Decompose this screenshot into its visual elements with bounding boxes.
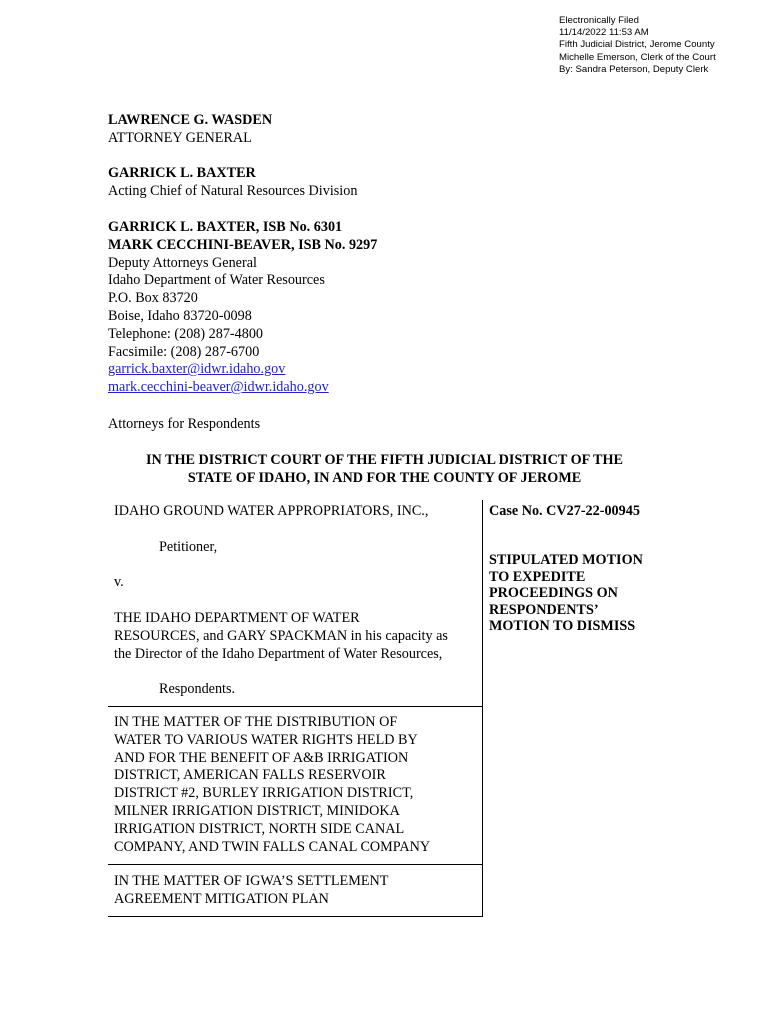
matter-distribution [114, 714, 430, 856]
counsel-name: MARK CECCHINI-BEAVER, ISB No. 9297 [108, 236, 378, 253]
respondent-line: the Director of the Idaho Department of Water Resources, [114, 645, 443, 662]
attorneys-for-text: Attorneys for Respondents [108, 416, 261, 432]
matter-mitigation-plan [114, 873, 388, 909]
counsel-name: GARRICK L. BAXTER, ISB No. 6301 [108, 219, 343, 235]
court-heading [108, 452, 661, 487]
counsel-block [108, 219, 377, 397]
counsel-agency: Idaho Department of Water Resources [108, 272, 325, 289]
stamp-line: By: Sandra Peterson, Deputy Clerk [559, 63, 709, 75]
case-caption-parties [108, 500, 483, 917]
matter-line: IN THE MATTER OF THE DISTRIBUTION OF [114, 714, 398, 730]
counsel-city: Boise, Idaho 83720-0098 [108, 307, 252, 324]
matter-line: MILNER IRRIGATION DISTRICT, MINIDOKA [114, 802, 400, 819]
stamp-line: Michelle Emerson, Clerk of the Court [559, 51, 716, 63]
court-heading-line: STATE OF IDAHO, IN AND FOR THE COUNTY OF JEROME [187, 469, 582, 486]
motion-title-line: RESPONDENTS’ [489, 601, 599, 618]
respondent-line: THE IDAHO DEPARTMENT OF WATER [114, 610, 360, 626]
division-chief-block [108, 165, 357, 201]
court-heading-line: IN THE DISTRICT COURT OF THE FIFTH JUDICIAL DISTRICT OF THE [145, 452, 623, 468]
matter-line: AGREEMENT MITIGATION PLAN [114, 890, 329, 907]
filing-stamp [559, 15, 716, 76]
stamp-date: 11/14/2022 11:53 AM [559, 27, 649, 39]
stamp-line: Electronically Filed [559, 15, 639, 26]
matter-line: DISTRICT #2, BURLEY IRRIGATION DISTRICT, [114, 785, 414, 802]
email-link-cecchini-beaver[interactable]: mark.cecchini-beaver@idwr.idaho.gov [108, 379, 329, 396]
counsel-title: Deputy Attorneys General [108, 254, 257, 271]
attorney-general-name: LAWRENCE G. WASDEN [108, 112, 273, 128]
matter-line: AND FOR THE BENEFIT OF A&B IRRIGATION [114, 749, 409, 766]
matter-line: WATER TO VARIOUS WATER RIGHTS HELD BY [114, 731, 418, 748]
email-link-baxter[interactable]: garrick.baxter@idwr.idaho.gov [108, 361, 286, 378]
motion-title-line: MOTION TO DISMISS [489, 618, 636, 635]
respondent-parties [114, 610, 448, 663]
caption-divider [108, 706, 482, 707]
petitioner-name: IDAHO GROUND WATER APPROPRIATORS, INC., [114, 503, 429, 519]
motion-title [489, 552, 643, 635]
matter-line: IRRIGATION DISTRICT, NORTH SIDE CANAL [114, 820, 405, 837]
division-chief-name: GARRICK L. BAXTER [108, 165, 256, 181]
petitioner-role: Petitioner, [159, 539, 218, 555]
motion-title-line: STIPULATED MOTION [489, 552, 643, 568]
case-number: Case No. CV27-22-00945 [489, 503, 640, 519]
counsel-facsimile: Facsimile: (208) 287-6700 [108, 343, 260, 360]
attorney-general-block [108, 112, 272, 148]
division-chief-title: Acting Chief of Natural Resources Division [108, 182, 358, 199]
versus-text: v. [114, 574, 124, 590]
matter-line: COMPANY, AND TWIN FALLS CANAL COMPANY [114, 838, 431, 855]
motion-title-line: PROCEEDINGS ON [489, 585, 618, 602]
attorneys-for-line [108, 416, 260, 434]
respondent-line: RESOURCES, and GARY SPACKMAN in his capacity as [114, 627, 448, 644]
attorney-general-title: ATTORNEY GENERAL [108, 129, 252, 146]
counsel-po-box: P.O. Box 83720 [108, 290, 198, 307]
stamp-line: Fifth Judicial District, Jerome County [559, 39, 715, 51]
matter-line: IN THE MATTER OF IGWA’S SETTLEMENT [114, 873, 389, 889]
caption-divider [108, 864, 482, 865]
matter-line: DISTRICT, AMERICAN FALLS RESERVOIR [114, 767, 386, 784]
counsel-telephone: Telephone: (208) 287-4800 [108, 325, 264, 342]
respondent-role: Respondents. [159, 681, 236, 697]
motion-title-line: TO EXPEDITE [489, 568, 586, 585]
